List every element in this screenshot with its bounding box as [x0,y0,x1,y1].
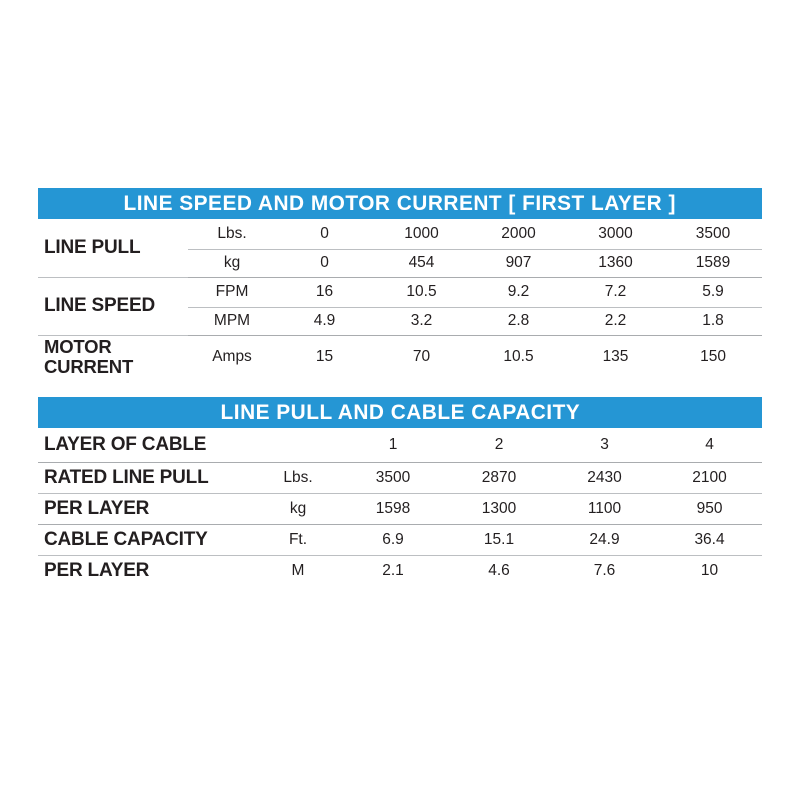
cell-value: 3500 [340,462,446,493]
row-unit: MPM [188,307,276,335]
cell-value: 70 [412,348,431,366]
line-pull-cable-capacity-table [38,397,762,586]
cell-value: 10.5 [373,277,470,307]
cell-value: 2.2 [567,307,664,335]
row-unit: Amps [212,348,252,366]
cell-value: 907 [470,249,567,277]
cell-value: 454 [373,249,470,277]
cell-value: 3.2 [373,307,470,335]
banner-text: LINE SPEED AND MOTOR CURRENT [ FIRST LAYER ] [123,191,677,215]
row-label-per-layer: PER LAYER [38,493,256,524]
cell-value: 1300 [446,493,552,524]
cell-value: 7.6 [593,561,616,579]
cell-value: 3500 [664,219,762,249]
cell-value: 1598 [340,493,446,524]
row-unit [256,428,340,462]
row-label-cable-capacity: CABLE CAPACITY [38,524,256,555]
row-label-line-speed: LINE SPEED [38,277,188,335]
row-unit: FPM [188,277,276,307]
cell-value: 2 [446,428,552,462]
table-row [38,335,762,379]
cell-value: 1000 [373,219,470,249]
cell-value: 16 [276,277,373,307]
row-label-motor-current: MOTOR CURRENT [44,336,134,378]
cell-value: 10 [700,561,719,579]
cell-value: 4.9 [276,307,373,335]
cell-value: 2.8 [470,307,567,335]
row-unit: Lbs. [256,462,340,493]
cell-value: 24.9 [552,524,657,555]
cell-value: 2.1 [382,561,404,579]
spec-tables-container [38,188,762,586]
row-label-rated-line-pull: RATED LINE PULL [38,462,256,493]
cell-value: 4.6 [488,561,510,579]
cell-value: 7.2 [567,277,664,307]
cell-value: 1589 [664,249,762,277]
cell-value: 4 [657,428,762,462]
cell-value: 1 [340,428,446,462]
row-label-line-pull: LINE PULL [38,219,188,277]
row-label-per-layer: PER LAYER [44,559,150,581]
cell-value: 3000 [567,219,664,249]
table-row [38,524,762,555]
banner-text: LINE PULL AND CABLE CAPACITY [220,400,580,424]
row-unit: M [291,561,305,579]
table-spacer [38,379,762,397]
table-banner-line-speed [38,188,762,219]
table-banner-row [38,188,762,219]
cell-value: 1.8 [664,307,762,335]
cell-value: 3 [552,428,657,462]
cell-value: 2100 [657,462,762,493]
table-row [38,277,762,307]
row-label-layer-of-cable: LAYER OF CABLE [38,428,256,462]
table-row [38,493,762,524]
row-unit: Ft. [256,524,340,555]
cell-value: 1100 [552,493,657,524]
cell-value: 150 [700,348,726,366]
cell-value: 2870 [446,462,552,493]
row-unit: Lbs. [188,219,276,249]
table-row [38,462,762,493]
cell-value: 9.2 [470,277,567,307]
table-row [38,428,762,462]
cell-value: 6.9 [340,524,446,555]
cell-value: 0 [276,219,373,249]
row-unit: kg [188,249,276,277]
cell-value: 15.1 [446,524,552,555]
table-row [38,219,762,249]
cell-value: 1360 [567,249,664,277]
cell-value: 950 [657,493,762,524]
row-unit: kg [256,493,340,524]
cell-value: 2000 [470,219,567,249]
cell-value: 135 [602,348,629,366]
cell-value: 15 [315,348,334,366]
cell-value: 10.5 [503,348,534,366]
table-row [38,555,762,586]
cell-value: 5.9 [664,277,762,307]
line-speed-motor-current-table [38,188,762,379]
cell-value: 2430 [552,462,657,493]
cell-value: 36.4 [657,524,762,555]
table-banner-line-pull [38,397,762,428]
cell-value: 0 [276,249,373,277]
table-banner-row [38,397,762,428]
